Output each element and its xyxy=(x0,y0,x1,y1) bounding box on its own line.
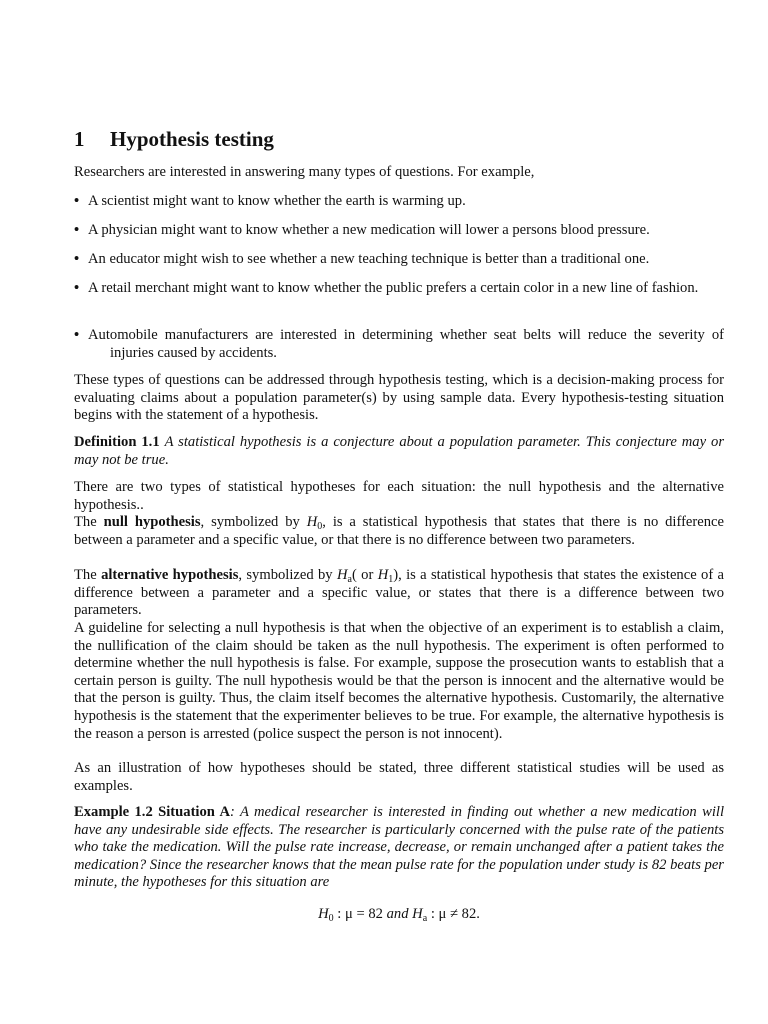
eq-h0-sub: 0 xyxy=(328,913,334,924)
bullet-icon: • xyxy=(74,222,80,238)
alt-symbol-2-sub: 1 xyxy=(388,574,394,585)
alt-symbol-sub: a xyxy=(347,574,352,585)
definition-label: Definition 1.1 xyxy=(74,434,160,450)
alternative-hypothesis-term: alternative hypothesis xyxy=(101,567,239,583)
text-fragment: The xyxy=(74,514,97,530)
text-fragment: , symbolized by xyxy=(238,567,333,583)
bullet-item xyxy=(74,280,724,298)
text-fragment: The xyxy=(74,567,97,583)
intro-paragraph: Researchers are interested in answering many types of questions. For example, xyxy=(74,164,535,180)
definition-block xyxy=(74,434,724,469)
alt-symbol-2: H xyxy=(377,567,389,583)
alt-symbol: H xyxy=(336,567,348,583)
hypotheses-equation xyxy=(74,906,724,924)
eq-ha-sub: a xyxy=(422,913,428,924)
text-fragment: , is a statistical hypothesis that states that there is no difference between a parameter and a specific value, or that there is no difference between two parameters. xyxy=(74,514,725,548)
example-text: : A medical researcher is interested in finding out whether a new medication will have any undesirable side effects. The researcher is particularly concerned with the pulse rate of the patients who take the medication. Will the pulse rate increase, decrease, or remain unchanged after a patient takes the medication? Since the researcher knows that the mean pulse rate for the population under study is 82 beats per minute, the hypotheses for this situation are xyxy=(74,804,724,891)
body-paragraph: These types of questions can be addressed through hypothesis testing, which is a decision-making process for evaluating claims about a population parameter(s) by using sample data. Every hypothesis-testing situation begins with the statement of a hypothesis. xyxy=(74,372,724,424)
eq-ha: H xyxy=(412,906,423,922)
eq-h0-relation: : μ = 82 xyxy=(337,906,383,922)
section-number: 1 xyxy=(74,127,85,151)
bullet-icon: • xyxy=(74,251,80,267)
definition-text: A statistical hypothesis is a conjecture about a population parameter. This conjecture may or may not be true. xyxy=(74,434,725,468)
null-symbol-sub: 0 xyxy=(317,521,323,532)
bullet-icon: • xyxy=(74,193,80,209)
example-situation: Situation A xyxy=(158,804,230,820)
bullet-icon: • xyxy=(74,280,80,296)
bullet-text: Automobile manufacturers are interested in determining whether seat belts will reduce the severity of injuries caused by accidents. xyxy=(88,327,724,361)
bullet-text: A physician might want to know whether a new medication will lower a persons blood pressure. xyxy=(88,222,650,238)
bullet-item xyxy=(74,193,724,211)
eq-and: and xyxy=(386,906,409,922)
section-title: Hypothesis testing xyxy=(110,127,274,151)
body-paragraph: A guideline for selecting a null hypothesis is that when the objective of an experiment is to establish a claim, the nullification of the claim should be taken as the null hypothesis. The experiment is often performed to determine whether the null hypothesis is false. For example, suppose the prosecution wants to establish that a certain person is guilty. The null hypothesis would be that the person is innocent and the alternative would be that the person is guilty. Thus, the claim itself becomes the alternative hypothesis. Customarily, the alternative hypothesis is the statement that the experimenter believes to be true. For example, the alternative hypothesis is the reason a person is arrested (police suspect the person is not innocent). xyxy=(74,620,724,742)
bullet-item xyxy=(74,222,724,240)
null-hypothesis-paragraph xyxy=(74,514,724,549)
bullet-text: An educator might wish to see whether a new teaching technique is better than a traditional one. xyxy=(88,251,650,267)
eq-h0: H xyxy=(318,906,329,922)
null-hypothesis-term: null hypothesis xyxy=(103,514,201,530)
text-fragment: , symbolized by xyxy=(200,514,300,530)
body-paragraph: There are two types of statistical hypotheses for each situation: the null hypothesis and the alternative hypothesis.. xyxy=(74,479,724,513)
alternative-hypothesis-paragraph xyxy=(74,567,724,620)
body-paragraph: As an illustration of how hypotheses should be stated, three different statistical studies will be used as examples. xyxy=(74,760,724,794)
example-label: Example 1.2 xyxy=(74,804,153,820)
bullet-text: A retail merchant might want to know whether the public prefers a certain color in a new line of fashion. xyxy=(88,280,699,296)
bullet-item xyxy=(74,251,724,269)
text-fragment: ), is a statistical hypothesis that states the existence of a difference between a parameter and a specific value, or states that there is a difference between two parameters. xyxy=(74,567,725,619)
example-block xyxy=(74,804,724,892)
section-heading xyxy=(74,126,274,152)
null-symbol: H xyxy=(306,514,318,530)
bullet-item xyxy=(74,327,724,362)
eq-ha-relation: : μ ≠ 82. xyxy=(430,906,480,922)
bullet-icon: • xyxy=(74,327,80,343)
text-fragment: ( or xyxy=(351,567,374,583)
bullet-text: A scientist might want to know whether the earth is warming up. xyxy=(88,193,466,209)
